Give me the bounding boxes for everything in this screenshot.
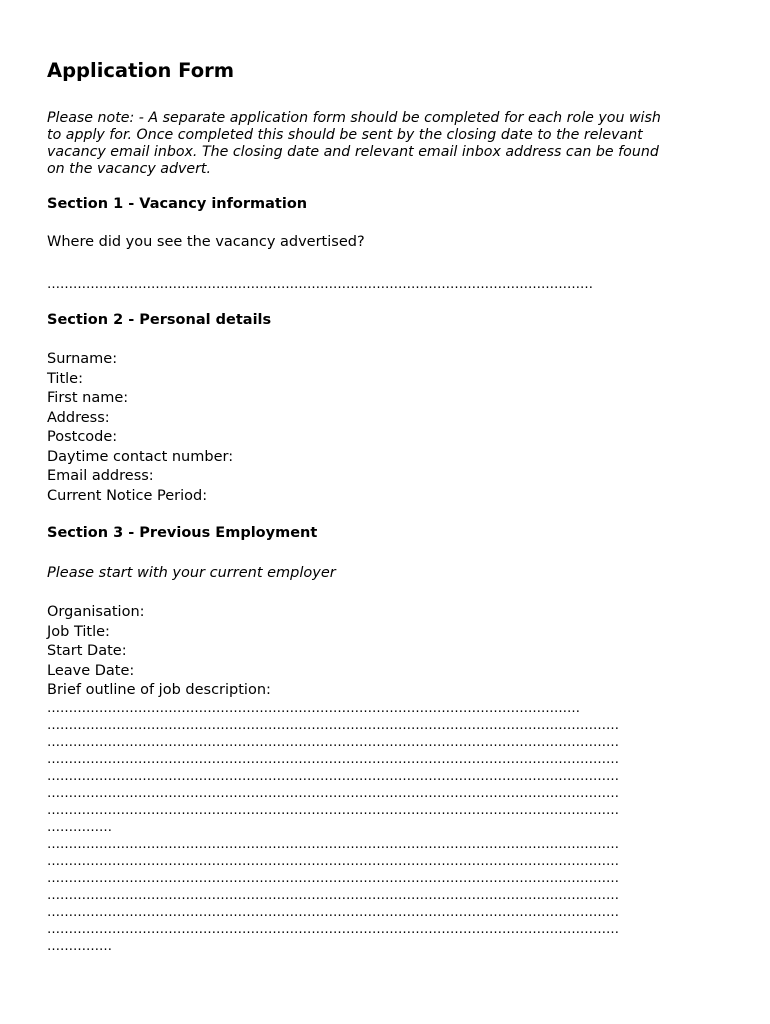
note-line: vacancy email inbox. The closing date and relevant email inbox address can be found xyxy=(47,144,659,160)
dotted-line[interactable]: …………………………………………………………………………………………………………………… xyxy=(47,854,619,869)
dotted-line[interactable]: …………………………………………………………………………………………………………………… xyxy=(47,752,619,767)
dotted-line[interactable]: …………………………………………………………………………………………………………… xyxy=(47,701,580,716)
dotted-line[interactable]: …………… xyxy=(47,820,112,835)
dotted-line[interactable]: …………………………………………………………………………………………………………………… xyxy=(47,718,619,733)
title-field[interactable]: Title: xyxy=(47,370,83,387)
note-line: Please note: - A separate application form should be completed for each role you wish xyxy=(47,110,661,126)
employment-fields xyxy=(47,603,271,701)
surname-field[interactable]: Surname: xyxy=(47,351,118,367)
daytime-contact-field[interactable]: Daytime contact number: xyxy=(47,448,234,465)
dotted-line[interactable]: …………………………………………………………………………………………………………………… xyxy=(47,905,619,920)
job-description-label: Brief outline of job description: xyxy=(47,682,271,698)
page-title: Application Form xyxy=(47,59,235,82)
section-1-heading: Section 1 - Vacancy information xyxy=(47,196,308,212)
section-3-heading: Section 3 - Previous Employment xyxy=(47,525,318,541)
dotted-line[interactable]: …………………………………………………………………………………………………………………… xyxy=(47,769,619,784)
email-field[interactable]: Email address: xyxy=(47,468,154,484)
first-name-field[interactable]: First name: xyxy=(47,390,129,406)
job-title-field[interactable]: Job Title: xyxy=(47,623,110,640)
note-line: to apply for. Once completed this should be sent by the closing date to the relevant xyxy=(47,127,643,143)
section-2-heading: Section 2 - Personal details xyxy=(47,312,272,328)
start-date-field[interactable]: Start Date: xyxy=(47,643,127,659)
dotted-line[interactable]: …………………………………………………………………………………………………………………… xyxy=(47,837,619,852)
dotted-line[interactable]: …………………………………………………………………………………………………………………… xyxy=(47,888,619,903)
vacancy-answer-line[interactable]: ……………………………………………………………………………………………………………… xyxy=(47,277,593,292)
job-description-lines[interactable] xyxy=(47,700,619,955)
dotted-line[interactable]: …………………………………………………………………………………………………………………… xyxy=(47,786,619,801)
application-note xyxy=(47,110,727,178)
postcode-field[interactable]: Postcode: xyxy=(47,429,118,445)
dotted-line[interactable]: …………………………………………………………………………………………………………………… xyxy=(47,871,619,886)
employment-instruction: Please start with your current employer xyxy=(47,565,336,581)
personal-details-fields xyxy=(47,350,233,506)
notice-period-field[interactable]: Current Notice Period: xyxy=(47,487,208,504)
dotted-line[interactable]: …………… xyxy=(47,939,112,954)
dotted-line[interactable]: …………………………………………………………………………………………………………………… xyxy=(47,922,619,937)
address-field[interactable]: Address: xyxy=(47,409,110,426)
organisation-field[interactable]: Organisation: xyxy=(47,604,145,620)
dotted-line[interactable]: …………………………………………………………………………………………………………………… xyxy=(47,803,619,818)
vacancy-question: Where did you see the vacancy advertised? xyxy=(47,234,365,250)
leave-date-field[interactable]: Leave Date: xyxy=(47,662,135,679)
dotted-line[interactable]: …………………………………………………………………………………………………………………… xyxy=(47,735,619,750)
note-line: on the vacancy advert. xyxy=(47,161,211,177)
